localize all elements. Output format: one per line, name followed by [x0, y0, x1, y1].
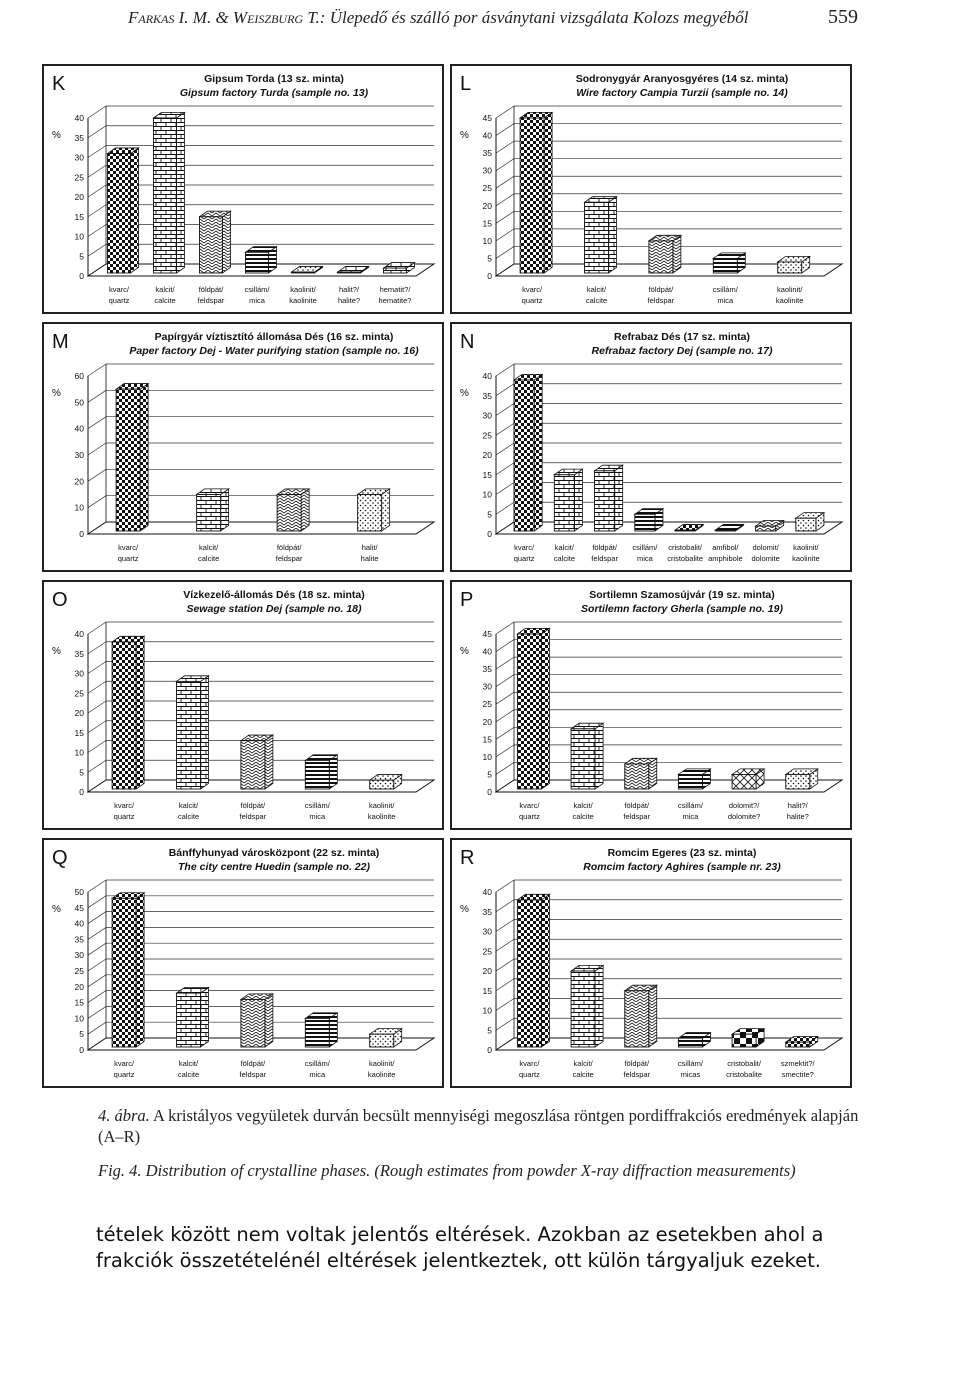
chart-title: Vízkezelő-állomás Dés (18 sz. minta)	[183, 589, 365, 601]
x-tick-label-hu: földpát/	[592, 543, 617, 552]
y-tick-label: 10	[74, 502, 84, 513]
bar-feldspar	[241, 735, 273, 789]
y-tick-label: 35	[482, 148, 492, 159]
x-tick-label-en: feldspar	[623, 812, 651, 821]
bar-kaolinite	[778, 256, 810, 273]
y-tick-label: 20	[482, 966, 492, 976]
figure-caption-hu-text: A kristályos vegyületek durván becsült mennyiségi megoszlása röntgen pordiffrakciós eredmények alapján (A–R)	[98, 1106, 859, 1146]
x-tick-label-en: cristobalite	[726, 1070, 763, 1079]
x-tick-label-en: feldspar	[239, 812, 267, 821]
x-tick-label-hu: kvarc/	[519, 801, 540, 810]
chart-subtitle: Paper factory Dej - Water purifying station (sample no. 16)	[129, 345, 419, 357]
x-tick-label-hu: kalcit/	[586, 285, 607, 294]
bar-feldspar	[649, 235, 681, 273]
y-tick-label: 20	[482, 450, 492, 460]
y-tick-label: 30	[74, 668, 84, 679]
y-tick-label: 5	[79, 251, 84, 262]
bar-calcite	[554, 469, 582, 531]
chart-title: Bánffyhunyad városközpont (22 sz. minta)	[168, 847, 380, 859]
y-tick-label: 15	[482, 218, 492, 229]
y-tick-label: 40	[482, 887, 492, 897]
x-tick-label-en: feldspar	[239, 1070, 267, 1079]
x-tick-label-en: feldspar	[591, 554, 618, 563]
x-tick-label-hu: cristobalit/	[668, 543, 703, 552]
y-tick-label: 10	[74, 231, 84, 242]
y-tick-label: 50	[74, 887, 84, 897]
chart-panel-n	[450, 322, 852, 572]
x-tick-label-hu: földpát/	[624, 801, 650, 810]
bar-kaolinite	[370, 775, 402, 789]
y-tick-label: 40	[482, 371, 492, 381]
y-axis-label: %	[52, 388, 61, 399]
x-tick-label-hu: halit?/	[787, 801, 808, 810]
x-tick-label-en: halite?	[337, 296, 361, 305]
x-tick-label-hu: halit?/	[338, 285, 360, 294]
x-tick-label-en: calcite	[177, 1070, 200, 1079]
x-tick-label-hu: kvarc/	[108, 285, 130, 294]
panel-letter: M	[52, 331, 69, 353]
bar-feldspar	[625, 758, 657, 789]
x-tick-label-hu: dolomit?/	[728, 801, 760, 810]
y-tick-label: 15	[74, 211, 84, 222]
bar-mica	[713, 253, 745, 273]
x-tick-label-en: calcite	[197, 554, 220, 563]
x-tick-label-en: amphibole	[708, 554, 743, 563]
y-tick-label: 30	[74, 450, 84, 460]
y-tick-label: 5	[487, 509, 492, 520]
y-tick-label: 0	[79, 271, 84, 281]
x-tick-label-hu: földpát/	[648, 285, 674, 294]
x-tick-label-hu: kvarc/	[118, 543, 139, 552]
bar-mica	[305, 1013, 337, 1047]
x-tick-label-hu: kalcit/	[573, 801, 593, 810]
y-tick-label: 15	[482, 734, 492, 745]
x-tick-label-hu: kaolinit/	[793, 543, 819, 552]
y-tick-label: 20	[482, 716, 492, 727]
bar-feldspar	[595, 465, 623, 531]
x-tick-label-en: calcite	[572, 1070, 594, 1079]
bar-feldspar	[277, 489, 309, 531]
x-tick-label-en: halite	[360, 554, 379, 563]
chart-title: Papírgyár víztisztító állomása Dés (16 sz. minta)	[154, 331, 394, 343]
y-tick-label: 45	[482, 629, 492, 639]
x-tick-label-en: mica	[249, 296, 265, 305]
x-tick-label-hu: kvarc/	[514, 543, 535, 552]
y-tick-label: 15	[74, 727, 84, 738]
x-tick-label-en: mica	[717, 296, 734, 305]
y-tick-label: 0	[79, 529, 84, 539]
bar-quartz	[517, 894, 549, 1047]
y-tick-label: 30	[482, 681, 492, 692]
x-tick-label-en: feldspar	[623, 1070, 651, 1079]
x-tick-label-en: kaolinite	[775, 296, 804, 305]
x-tick-label-en: feldspar	[197, 296, 225, 305]
figure-caption-english: Fig. 4. Distribution of crystalline phases. (Rough estimates from powder X-ray diffraction measurements)	[98, 1161, 796, 1180]
x-tick-label-hu: kvarc/	[522, 285, 543, 294]
y-tick-label: 25	[74, 688, 84, 699]
bar-chart-l	[452, 66, 850, 312]
figure-caption-hungarian	[98, 1105, 868, 1147]
chart-panel-k	[42, 64, 444, 314]
y-tick-label: 0	[487, 787, 492, 797]
bar-quartz	[112, 636, 144, 789]
x-tick-label-hu: halit/	[361, 543, 378, 552]
chart-title: Refrabaz Dés (17 sz. minta)	[614, 331, 750, 343]
chart-subtitle: Sewage station Dej (sample no. 18)	[186, 603, 362, 615]
chart-subtitle: Refrabaz factory Dej (sample no. 17)	[591, 345, 773, 357]
y-tick-label: 20	[74, 981, 84, 992]
x-tick-label-hu: kalcit/	[199, 543, 219, 552]
bar-calcite	[571, 965, 603, 1047]
y-tick-label: 30	[482, 926, 492, 937]
bar-chart-o	[44, 582, 442, 828]
y-tick-label: 35	[482, 906, 492, 917]
y-tick-label: 25	[482, 946, 492, 957]
x-tick-label-hu: földpát/	[240, 1059, 266, 1068]
y-tick-label: 30	[74, 950, 84, 961]
x-tick-label-hu: csillám/	[304, 1059, 330, 1068]
figure-4-grid	[42, 64, 852, 1084]
page-number: 559	[828, 6, 858, 28]
y-tick-label: 5	[79, 767, 84, 778]
y-tick-label: 30	[482, 410, 492, 421]
chart-title: Gipsum Torda (13 sz. minta)	[204, 73, 344, 85]
bar-chart-q	[44, 840, 442, 1086]
x-tick-label-hu: kalcit/	[178, 801, 199, 810]
bar-quartz	[108, 148, 139, 273]
y-tick-label: 35	[74, 934, 84, 945]
bar-feldspar	[625, 985, 657, 1047]
x-tick-label-en: kaolinite	[289, 296, 317, 305]
x-tick-label-en: feldspar	[275, 554, 303, 563]
bar-quartz	[116, 384, 148, 531]
x-tick-label-hu: kalcit/	[178, 1059, 199, 1068]
x-tick-label-en: mica	[309, 812, 326, 821]
y-axis-label: %	[460, 130, 469, 141]
y-tick-label: 5	[487, 1025, 492, 1036]
chart-panel-r	[450, 838, 852, 1088]
y-tick-label: 35	[482, 664, 492, 675]
x-tick-label-hu: hematit?/	[379, 285, 411, 294]
x-tick-label-en: calcite	[572, 812, 594, 821]
x-tick-label-hu: csillám/	[304, 801, 330, 810]
y-tick-label: 40	[74, 629, 84, 639]
bar-kaolinite	[370, 1029, 402, 1047]
chart-subtitle: The city centre Huedin (sample no. 22)	[178, 861, 370, 873]
bar-chart-m	[44, 324, 442, 570]
y-tick-label: 0	[79, 1045, 84, 1055]
y-tick-label: 25	[482, 183, 492, 194]
y-tick-label: 40	[74, 918, 84, 929]
y-tick-label: 30	[74, 152, 84, 163]
x-tick-label-hu: csillám/	[632, 543, 658, 552]
x-tick-label-en: smectite?	[781, 1070, 814, 1079]
x-tick-label-en: mica	[682, 812, 699, 821]
bar-calcite	[197, 489, 229, 531]
y-axis-label: %	[460, 388, 469, 399]
y-tick-label: 10	[482, 489, 492, 500]
bar-calcite	[571, 723, 603, 789]
x-tick-label-hu: kvarc/	[114, 801, 135, 810]
x-tick-label-en: quartz	[113, 1070, 135, 1079]
panel-letter: Q	[52, 847, 68, 869]
x-tick-label-en: calcite	[177, 812, 200, 821]
x-tick-label-hu: kalcit/	[554, 543, 574, 552]
y-tick-label: 10	[482, 751, 492, 762]
y-tick-label: 45	[74, 902, 84, 913]
y-tick-label: 10	[482, 235, 492, 246]
y-tick-label: 25	[482, 430, 492, 441]
bar-mica	[246, 247, 277, 273]
chart-title: Sodronygyár Aranyosgyéres (14 sz. minta)	[575, 73, 789, 85]
y-tick-label: 30	[482, 165, 492, 176]
y-tick-label: 50	[74, 397, 84, 408]
x-tick-label-hu: kaolinit/	[290, 285, 316, 294]
x-tick-label-hu: kvarc/	[519, 1059, 540, 1068]
bar-dolomite	[732, 769, 764, 789]
x-tick-label-en: hematite?	[378, 296, 412, 305]
x-tick-label-hu: csillám/	[677, 1059, 703, 1068]
y-tick-label: 40	[482, 130, 492, 141]
bar-cristobalite	[732, 1029, 764, 1047]
bar-quartz	[514, 374, 542, 531]
bar-quartz	[520, 112, 552, 273]
y-tick-label: 0	[487, 529, 492, 539]
y-tick-label: 20	[74, 708, 84, 718]
y-axis-label: %	[460, 646, 469, 657]
figure-label: 4. ábra.	[98, 1106, 150, 1125]
x-tick-label-en: kaolinite	[367, 812, 396, 821]
running-head-authors: Farkas I. M. & Weiszburg T.	[128, 8, 320, 27]
x-tick-label-hu: kalcit/	[155, 285, 175, 294]
y-tick-label: 40	[482, 646, 492, 657]
y-tick-label: 10	[74, 1013, 84, 1024]
y-tick-label: 40	[74, 423, 84, 434]
y-tick-label: 5	[79, 1029, 84, 1040]
running-head	[128, 8, 858, 38]
bar-chart-n	[452, 324, 850, 570]
y-axis-label: %	[460, 904, 469, 915]
x-tick-label-hu: dolomit/	[752, 543, 779, 552]
x-tick-label-en: dolomite	[751, 554, 780, 563]
x-tick-label-hu: csillám/	[677, 801, 703, 810]
bar-calcite	[154, 112, 185, 273]
y-tick-label: 25	[74, 172, 84, 183]
bar-halite	[358, 489, 390, 531]
bar-chart-k	[44, 66, 442, 312]
x-tick-label-hu: földpát/	[198, 285, 224, 294]
x-tick-label-en: quartz	[518, 812, 540, 821]
x-tick-label-en: kaolinite	[792, 554, 820, 563]
chart-subtitle: Sortilemn factory Gherla (sample no. 19)	[581, 603, 783, 615]
bar-chart-r	[452, 840, 850, 1086]
body-paragraph: tételek között nem voltak jelentős eltérések. Azokban az esetekben ahol a frakciók összetételénél eltérések jelentkeztek, ott külön tárgyaljuk ezeket.	[96, 1223, 824, 1272]
panel-letter: L	[460, 73, 472, 95]
y-tick-label: 40	[74, 113, 84, 123]
bar-mica	[305, 755, 337, 789]
y-tick-label: 15	[74, 997, 84, 1008]
bar-chart-p	[452, 582, 850, 828]
x-tick-label-hu: földpát/	[276, 543, 302, 552]
panel-letter: R	[460, 847, 475, 869]
x-tick-label-hu: földpát/	[240, 801, 266, 810]
bar-mica	[635, 509, 663, 531]
y-tick-label: 10	[74, 747, 84, 758]
x-tick-label-en: quartz	[108, 296, 130, 305]
bar-kaolinite	[796, 513, 824, 531]
y-tick-label: 0	[487, 271, 492, 281]
x-tick-label-en: calcite	[154, 296, 176, 305]
y-axis-label: %	[52, 904, 61, 915]
bar-calcite	[177, 676, 209, 789]
y-tick-label: 25	[74, 966, 84, 976]
x-tick-label-hu: amfibol/	[712, 543, 739, 552]
y-tick-label: 0	[487, 1045, 492, 1055]
x-tick-label-en: kaolinite	[367, 1070, 396, 1079]
bar-calcite	[177, 988, 209, 1047]
chart-panel-o	[42, 580, 444, 830]
x-tick-label-en: dolomite?	[727, 812, 761, 821]
y-tick-label: 35	[74, 132, 84, 143]
y-axis-label: %	[52, 646, 61, 657]
x-tick-label-hu: kaolinit/	[368, 801, 395, 810]
x-tick-label-en: quartz	[117, 554, 139, 563]
x-tick-label-hu: kvarc/	[114, 1059, 135, 1068]
y-tick-label: 15	[482, 469, 492, 480]
x-tick-label-en: micas	[680, 1070, 701, 1079]
x-tick-label-en: mica	[636, 554, 653, 563]
y-axis-label: %	[52, 130, 61, 141]
bar-calcite	[585, 197, 617, 273]
y-tick-label: 45	[482, 113, 492, 123]
chart-panel-m	[42, 322, 444, 572]
x-tick-label-en: calcite	[553, 554, 576, 563]
y-tick-label: 15	[482, 985, 492, 996]
x-tick-label-hu: szmektit?/	[780, 1059, 815, 1068]
x-tick-label-hu: cristobalit/	[727, 1059, 761, 1068]
bar-mica	[678, 769, 710, 789]
bar-feldspar	[241, 994, 273, 1047]
y-tick-label: 0	[79, 787, 84, 797]
x-tick-label-en: mica	[309, 1070, 326, 1079]
x-tick-label-hu: csillám/	[712, 285, 738, 294]
y-tick-label: 60	[74, 371, 84, 381]
bar-quartz	[517, 628, 549, 789]
bar-quartz	[112, 893, 144, 1047]
x-tick-label-hu: kalcit/	[573, 1059, 593, 1068]
y-tick-label: 25	[482, 699, 492, 710]
y-tick-label: 35	[482, 390, 492, 401]
y-tick-label: 5	[487, 253, 492, 264]
y-tick-label: 5	[487, 769, 492, 780]
chart-panel-l	[450, 64, 852, 314]
x-tick-label-en: quartz	[518, 1070, 540, 1079]
y-tick-label: 20	[74, 476, 84, 487]
y-tick-label: 20	[482, 200, 492, 211]
chart-title: Romcim Egeres (23 sz. minta)	[607, 847, 757, 859]
x-tick-label-en: quartz	[521, 296, 543, 305]
y-tick-label: 20	[74, 192, 84, 202]
chart-title: Sortilemn Szamosújvár (19 sz. minta)	[589, 589, 775, 601]
chart-panel-p	[450, 580, 852, 830]
panel-letter: P	[460, 589, 474, 611]
panel-letter: N	[460, 331, 475, 353]
x-tick-label-en: quartz	[513, 554, 535, 563]
x-tick-label-en: halite?	[786, 812, 809, 821]
panel-letter: O	[52, 589, 68, 611]
chart-subtitle: Romcim factory Aghires (sample nr. 23)	[583, 861, 781, 873]
x-tick-label-en: cristobalite	[667, 554, 704, 563]
bar-micas	[678, 1033, 710, 1047]
chart-subtitle: Gipsum factory Turda (sample no. 13)	[179, 87, 369, 99]
x-tick-label-hu: földpát/	[624, 1059, 650, 1068]
x-tick-label-en: quartz	[113, 812, 135, 821]
chart-subtitle: Wire factory Campia Turzii (sample no. 14)	[576, 87, 788, 99]
panel-letter: K	[52, 73, 66, 95]
y-tick-label: 35	[74, 648, 84, 659]
chart-panel-q	[42, 838, 444, 1088]
x-tick-label-hu: kaolinit/	[776, 285, 803, 294]
bar-halite	[786, 769, 818, 789]
x-tick-label-en: feldspar	[647, 296, 675, 305]
x-tick-label-hu: kaolinit/	[368, 1059, 395, 1068]
x-tick-label-en: calcite	[585, 296, 608, 305]
x-tick-label-hu: csillám/	[244, 285, 270, 294]
running-head-title: : Ülepedő és szálló por ásványtani vizsgálata Kolozs megyéből	[319, 8, 749, 27]
y-tick-label: 10	[482, 1005, 492, 1016]
bar-feldspar	[200, 211, 231, 273]
